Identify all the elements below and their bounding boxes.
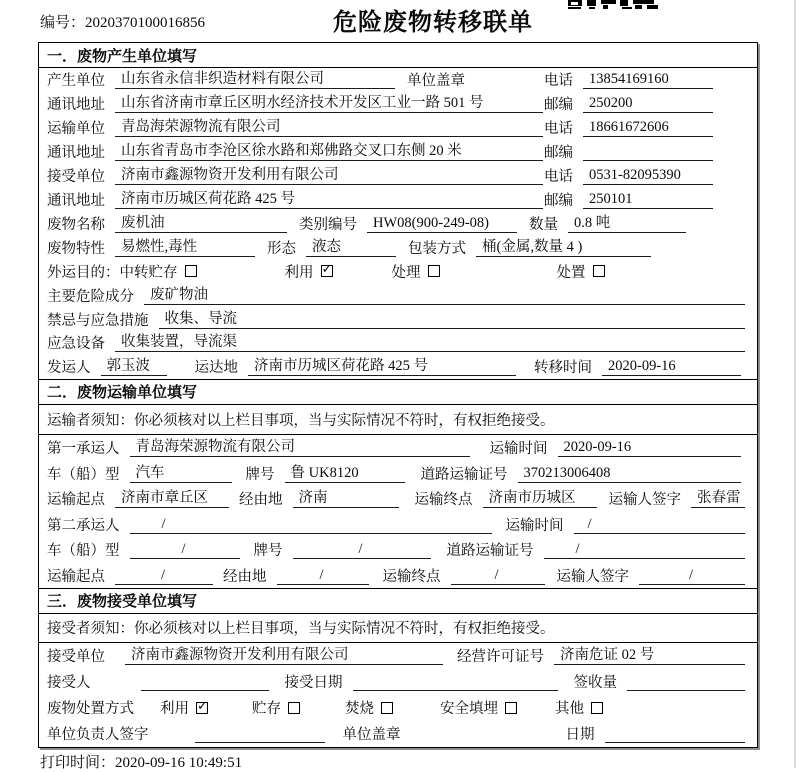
label-characteristics: 废物特性: [47, 240, 105, 257]
label-received-amount: 签收量: [573, 675, 617, 692]
field-plate2: /: [293, 540, 431, 559]
label-vehicle: 车（船）型: [47, 466, 120, 483]
form-row-hazard: [39, 283, 757, 307]
print-time-label: 打印时间：: [40, 755, 116, 771]
form-row-manager-sign: [39, 721, 757, 747]
label-phone: 电话: [544, 121, 573, 138]
field-waste-name: 废机油: [115, 214, 287, 233]
label-date: 日期: [565, 727, 595, 744]
label-category: 类别编号: [299, 216, 357, 233]
field-receive-date: [353, 672, 558, 691]
field-transport-time1: 2020-09-16: [558, 438, 742, 457]
option-label: 安全填埋: [440, 701, 498, 718]
field-via2: /: [277, 566, 369, 585]
form-row-receive-unit: [39, 643, 757, 669]
label-terminus: 运输终点: [414, 492, 473, 509]
label-waste-name: 废物名称: [47, 216, 105, 233]
transporter-notice: 运输者须知：你必须核对以上栏目事项，当与实际情况不符时，有权拒绝接受。: [39, 405, 757, 435]
form-row-route1: [39, 486, 757, 512]
label-quantity: 数量: [529, 216, 558, 233]
label-zip: 邮编: [544, 97, 573, 114]
checkbox-icon: [288, 702, 300, 714]
label-unit-seal: 单位盖章: [342, 727, 401, 744]
label-carrier2: 第二承运人: [47, 517, 120, 534]
label-manager-sign: 单位负责人签字: [47, 727, 149, 744]
label-transport-time: 运输时间: [505, 517, 564, 534]
label-via: 经由地: [239, 492, 283, 509]
field-producer-phone: 13854169160: [583, 70, 713, 89]
label-transport-time: 运输时间: [489, 441, 548, 458]
print-time-value: 2020-09-16 10:49:51: [115, 755, 243, 771]
label-unit-seal: 单位盖章: [407, 73, 465, 90]
field-receiver-phone: 0531-82095390: [583, 166, 713, 185]
field-origin2: /: [115, 566, 213, 585]
disposal-option-landfill: [440, 697, 517, 718]
label-origin: 运输起点: [47, 568, 105, 585]
field-shipper: 郭玉波: [101, 357, 167, 376]
label-plate: 牌号: [253, 543, 283, 560]
field-road-license1: 370213006408: [518, 464, 742, 483]
label-zip: 邮编: [544, 192, 573, 209]
form-row-producer-address: [39, 92, 757, 116]
field-hazard: 废矿物油: [144, 286, 745, 305]
form-row-shipper: [39, 355, 757, 379]
field-vehicle2: /: [130, 540, 240, 559]
checkbox-icon: [381, 702, 393, 714]
purpose-option-treat: [392, 261, 440, 282]
form-row-waste-name: [39, 211, 757, 235]
form-row-receiver: [39, 164, 757, 188]
field-transporter-zip: [583, 142, 713, 161]
purpose-option-use: [285, 261, 333, 282]
label-vehicle: 车（船）型: [47, 543, 120, 560]
label-form: 形态: [267, 240, 296, 257]
form-row-purpose: [39, 259, 757, 283]
field-packaging: 桶(金属,数量 4 ): [476, 238, 651, 257]
manifest-form: [38, 42, 758, 748]
label-road-license: 道路运输证号: [420, 466, 508, 483]
checkbox-icon: [591, 702, 603, 714]
field-characteristics: 易燃性,毒性: [115, 238, 255, 257]
label-origin: 运输起点: [47, 492, 105, 509]
field-road-license2: /: [544, 540, 746, 559]
field-destination: 济南市历城区荷花路 425 号: [248, 357, 516, 376]
form-row-vehicle1: [39, 460, 757, 486]
label-phone: 电话: [544, 169, 573, 186]
section1-header: 一．废物产生单位填写: [39, 43, 757, 68]
disposal-option-incinerate: [345, 697, 393, 718]
field-permit: 济南危证 02 号: [554, 646, 745, 665]
option-label: 利用: [284, 264, 314, 281]
field-vehicle1: 汽车: [130, 464, 232, 483]
option-label: 焚烧: [345, 701, 374, 718]
form-row-precautions: [39, 307, 757, 331]
label-address: 通讯地址: [47, 145, 105, 162]
disposal-option-use: [160, 697, 208, 718]
field-transporter-address: 山东省青岛市李沧区徐水路和郑佛路交叉口东侧 20 米: [115, 142, 543, 161]
label-precautions: 禁忌与应急措施: [47, 312, 149, 329]
option-label: 处理: [391, 264, 421, 281]
field-plate1: 鲁 UK8120: [285, 464, 405, 483]
form-row-transporter-address: [39, 140, 757, 164]
purpose-option-transit: [120, 261, 197, 282]
label-phone: 电话: [544, 73, 573, 90]
serial-number-line: [40, 11, 205, 32]
label-transporter-unit: 运输单位: [47, 121, 105, 138]
form-row-carrier1: [39, 435, 757, 461]
field-transport-time2: /: [574, 515, 746, 534]
label-packaging: 包装方式: [408, 240, 466, 257]
form-row-vehicle2: [39, 537, 757, 563]
form-row-transporter: [39, 116, 757, 140]
label-address: 通讯地址: [47, 97, 105, 114]
form-row-characteristics: [39, 235, 757, 259]
field-receiver-address: 济南市历城区荷花路 425 号: [115, 190, 543, 209]
option-label: 其他: [555, 701, 584, 718]
checkbox-checked-icon: [196, 702, 208, 714]
field-carrier2: /: [130, 515, 492, 534]
section2-header: 二．废物运输单位填写: [39, 379, 757, 405]
label-purpose: 外运目的：: [47, 264, 120, 281]
print-time-line: [40, 751, 242, 772]
field-carrier-sign1: 张春雷: [691, 489, 745, 508]
form-row-producer: [39, 68, 757, 92]
label-receiver-unit: 接受单位: [47, 169, 105, 186]
field-producer-unit: 山东省永信非织造材料有限公司: [115, 70, 395, 89]
field-receive-unit: 济南市鑫源物资开发利用有限公司: [125, 646, 443, 665]
label-disposal-method: 废物处置方式: [47, 701, 134, 718]
field-precautions: 收集、导流: [159, 310, 746, 329]
disposal-option-store: [252, 697, 300, 718]
field-transfer-time: 2020-09-16: [602, 357, 741, 376]
receiver-notice: 接受者须知：你必须核对以上栏目事项，当与实际情况不符时，有权拒绝接受。: [39, 614, 757, 643]
label-permit: 经营许可证号: [457, 649, 544, 666]
purpose-option-dispose: [557, 261, 605, 282]
option-label: 贮存: [252, 701, 281, 718]
label-transfer-time: 转移时间: [534, 360, 592, 377]
checkbox-icon: [428, 265, 440, 277]
field-terminus1: 济南市历城区: [483, 489, 597, 508]
page-title: 危险废物转移联单: [333, 9, 533, 36]
label-receive-person: 接受人: [47, 675, 91, 692]
field-transporter-phone: 18661672606: [583, 118, 713, 137]
label-carrier-sign: 运输人签字: [608, 492, 681, 509]
label-producer-unit: 产生单位: [47, 73, 105, 90]
field-producer-address: 山东省济南市章丘区明水经济技术开发区工业一路 501 号: [115, 94, 543, 113]
field-receive-person: [141, 672, 269, 691]
field-equipment: 收集装置，导流渠: [115, 333, 745, 352]
serial-value: 2020370100016856: [85, 15, 206, 31]
field-carrier1: 青岛海荣源物流有限公司: [130, 438, 470, 457]
label-hazard: 主要危险成分: [47, 288, 134, 305]
field-carrier-sign2: /: [639, 566, 745, 585]
label-carrier1: 第一承运人: [47, 441, 120, 458]
label-terminus: 运输终点: [382, 568, 441, 585]
option-label: 处置: [556, 264, 586, 281]
label-receive-date: 接受日期: [284, 675, 343, 692]
field-transporter-unit: 青岛海荣源物流有限公司: [115, 118, 543, 137]
field-receiver-unit: 济南市鑫源物资开发利用有限公司: [115, 166, 543, 185]
checkbox-checked-icon: [321, 265, 333, 277]
label-plate: 牌号: [245, 466, 275, 483]
label-road-license: 道路运输证号: [446, 543, 534, 560]
field-via1: 济南: [293, 489, 399, 508]
label-address: 通讯地址: [47, 192, 105, 209]
field-date: [605, 724, 746, 743]
label-via: 经由地: [223, 568, 267, 585]
field-form: 液态: [306, 238, 396, 257]
field-terminus2: /: [451, 566, 545, 585]
field-producer-zip: 250200: [583, 94, 713, 113]
checkbox-icon: [593, 265, 605, 277]
checkbox-icon: [505, 702, 517, 714]
label-carrier-sign: 运输人签字: [556, 568, 629, 585]
checkbox-icon: [185, 265, 197, 277]
option-label: 中转贮存: [119, 264, 178, 281]
field-receiver-zip: 250101: [583, 190, 713, 209]
serial-label: 编号：: [40, 15, 86, 31]
field-category: HW08(900-249-08): [367, 214, 517, 233]
label-destination: 运达地: [194, 360, 238, 377]
label-receive-unit: 接受单位: [47, 649, 105, 666]
field-origin1: 济南市章丘区: [115, 489, 229, 508]
form-row-equipment: [39, 331, 757, 355]
label-equipment: 应急设备: [47, 336, 105, 353]
label-zip: 邮编: [544, 145, 573, 162]
field-received-amount: [627, 672, 745, 691]
label-shipper: 发运人: [47, 360, 91, 377]
field-manager-sign: [195, 724, 325, 743]
option-label: 利用: [160, 701, 189, 718]
disposal-option-other: [555, 697, 603, 718]
form-row-carrier2: [39, 511, 757, 537]
form-row-receive-person: [39, 669, 757, 695]
form-row-disposal: [39, 695, 757, 721]
form-row-receiver-address: [39, 188, 757, 212]
section3-header: 三．废物接受单位填写: [39, 588, 757, 614]
form-row-route2: [39, 562, 757, 588]
field-quantity: 0.8 吨: [568, 214, 686, 233]
qr-code-icon: [568, 0, 660, 9]
